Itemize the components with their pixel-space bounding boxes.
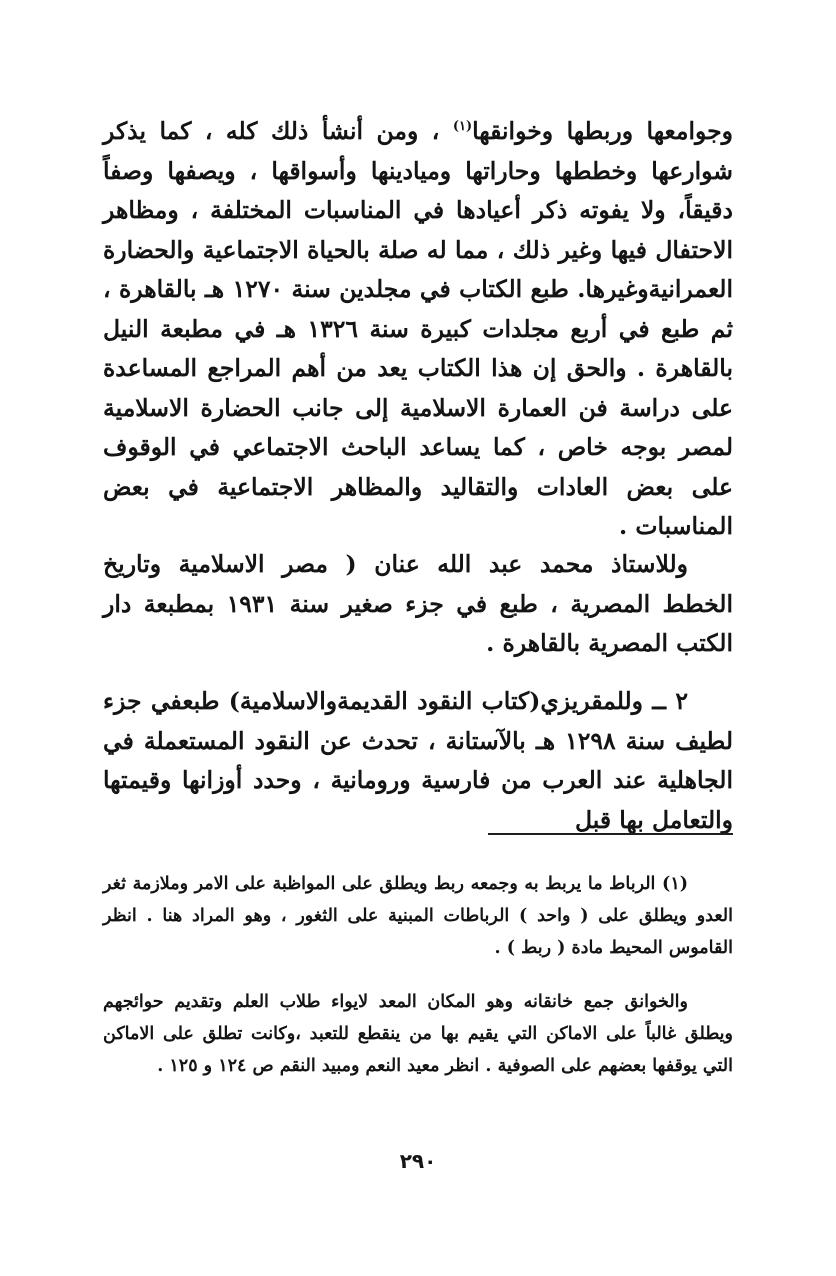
footnote-reference: (١) bbox=[452, 119, 473, 135]
footnote-divider bbox=[488, 833, 733, 835]
main-paragraph-3 bbox=[103, 682, 733, 840]
page-number: ٢٩٠ bbox=[399, 1149, 437, 1173]
main-paragraph-3-text: ٢ ــ وللمقريزي(كتاب النقود القديمةوالاسلامية) طبعفي جزء لطيف سنة ١٢٩٨ هـ بالآستانة ، تحدث عن النقود المستعملة في الجاهلية عند العرب من فارسية ورومانية ، وحدد أوزانها وقيمتها والتعامل بها قبل bbox=[103, 687, 733, 834]
footnote-1 bbox=[103, 868, 733, 964]
main-paragraph-1 bbox=[103, 112, 733, 547]
footnote-2 bbox=[103, 986, 733, 1082]
footnote-1-text: (١) الرباط ما يربط به وجمعه ربط ويطلق على المواظبة على الامر وملازمة ثغر العدو ويطلق على ( واحد ) الرباطات المبنية على الثغور ، وهو المراد هنا . انظر القاموس المحيط مادة ( ربط ) . bbox=[103, 874, 733, 958]
main-paragraph-1-start: وجوامعها وربطها وخوانقها bbox=[472, 117, 733, 145]
main-paragraph-1-text: ، ومن أنشأ ذلك كله ، كما يذكر شوارعها وخططها وحاراتها وميادينها وأسواقها ، ويصفها وصفاً دقيقاً، ولا يفوته ذكر أعيادها في المناسبات المختلفة ، ومظاهر الاحتفال فيها وغير ذلك ، مما له صلة بالحياة الاجتماعية والحضارة العمرانيةوغيرها. طبع الكتاب في مجلدين سنة ١٢٧٠ هـ بالقاهرة ، ثم طبع في أربع مجلدات كبيرة سنة ١٣٢٦ هـ في مطبعة النيل بالقاهرة . والحق إن هذا الكتاب يعد من أهم المراجع المساعدة على دراسة فن العمارة الاسلامية إلى جانب الحضارة الاسلامية لمصر بوجه خاص ، كما يساعد الباحث الاجتماعي في الوقوف على بعض العادات والتقاليد والمظاهر الاجتماعية في بعض المناسبات . bbox=[103, 117, 733, 540]
main-paragraph-2-text: وللاستاذ محمد عبد الله عنان ( مصر الاسلامية وتاريخ الخطط المصرية ، طبع في جزء صغير سنة ١٩٣١ بمطبعة دار الكتب المصرية بالقاهرة . bbox=[103, 550, 733, 657]
footnote-2-text: والخوانق جمع خانقانه وهو المكان المعد لايواء طلاب العلم وتقديم حوائجهم ويطلق غالباً على الاماكن التي يقيم بها من ينقطع للتعبد ،وكانت تطلق على الاماكن التي يوقفها بعضهم على الصوفية . انظر معيد النعم ومبيد النقم ص ١٢٤ و ١٢٥ . bbox=[103, 992, 733, 1076]
main-paragraph-2 bbox=[103, 545, 733, 664]
